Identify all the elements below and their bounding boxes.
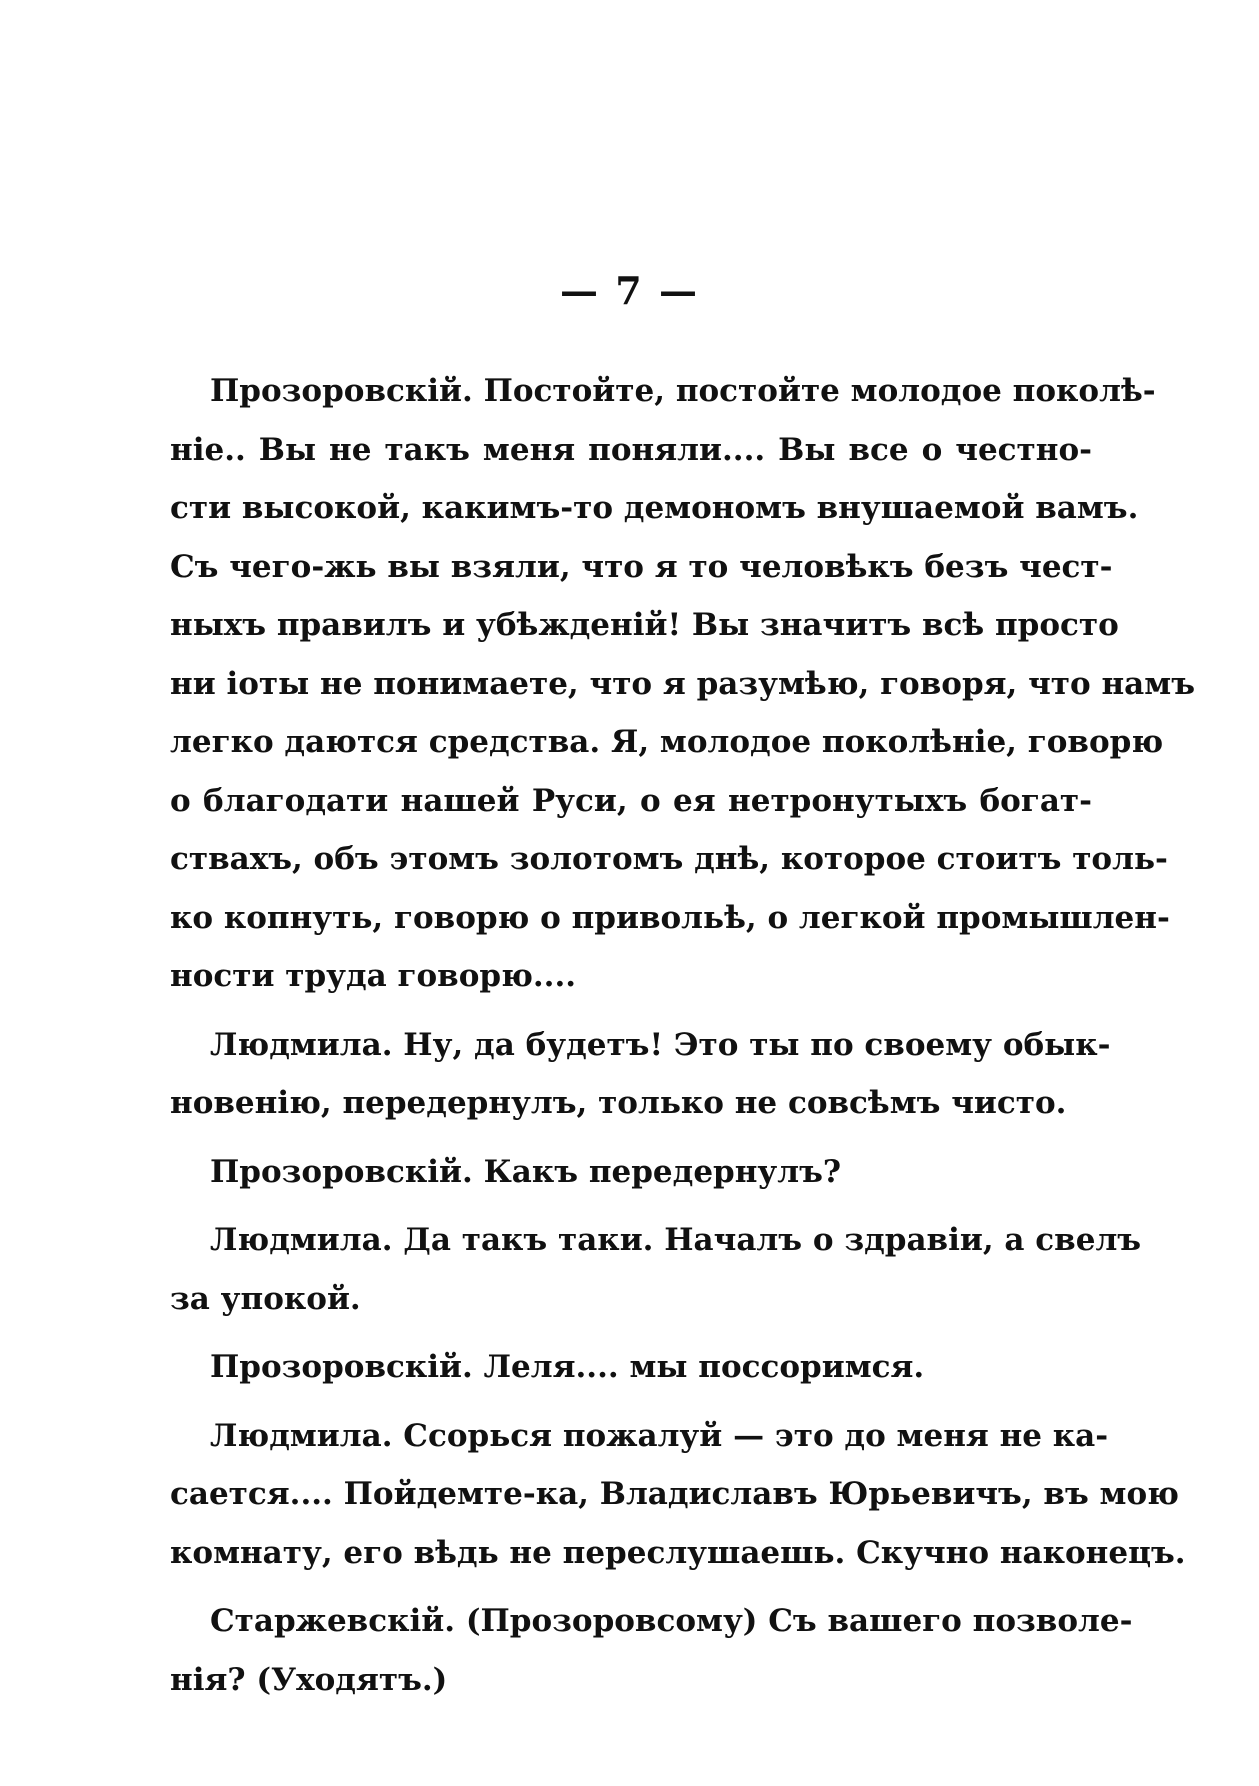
page-number: — 7 — (560, 268, 699, 313)
text-line: комнату, его вѣдь не переслушаешь. Скучно наконецъ. (170, 1534, 1186, 1571)
paragraph (170, 1592, 1133, 1709)
text-line: новенію, передернулъ, только не совсѣмъ чисто. (170, 1085, 1067, 1121)
text-line: Старжевскій. (Прозоровсому) Съ вашего позволе- (210, 1603, 1133, 1639)
paragraph (170, 362, 1195, 1006)
text-line: ныхъ правилъ и убѣжденій! Вы значитъ всѣ просто (170, 607, 1119, 643)
text-line: ности труда говорю.... (170, 958, 577, 994)
text-line: Прозоровскій. Постойте, постойте молодое поколѣ- (210, 373, 1156, 409)
text-line: Съ чего-жь вы взяли, что я то человѣкъ безъ чест- (170, 548, 1113, 585)
text-line: за упокой. (170, 1280, 361, 1317)
paragraph (170, 1143, 1092, 1202)
paragraph (170, 1016, 1111, 1133)
text-line: Прозоровскій. Леля.... мы поссоримся. (210, 1349, 925, 1385)
text-line: ніе.. Вы не такъ меня поняли.... Вы все о честно- (170, 431, 1092, 468)
paragraph (170, 1407, 1186, 1583)
text-line: ствахъ, объ этомъ золотомъ днѣ, которое стоитъ толь- (170, 841, 1168, 877)
paragraph (170, 1211, 1142, 1328)
text-line: Людмила. Ну, да будетъ! Это ты по своему обык- (210, 1026, 1111, 1063)
text-line: Людмила. Ссорься пожалуй — это до меня не ка- (210, 1417, 1109, 1454)
text-line: Прозоровскій. Какъ передернулъ? (210, 1153, 842, 1190)
text-line: сти высокой, какимъ-то демономъ внушаемой вамъ. (170, 490, 1139, 526)
play-text (170, 362, 1195, 1709)
text-line: ко копнуть, говорю о привольѣ, о легкой промышлен- (170, 899, 1170, 936)
text-line: Людмила. Да такъ таки. Началъ о здравіи, а свелъ (210, 1222, 1142, 1258)
text-line: ни іоты не понимаете, что я разумѣю, говоря, что намъ (170, 665, 1195, 702)
text-line: сается.... Пойдемте-ка, Владиславъ Юрьевичъ, въ мою (170, 1476, 1179, 1512)
paragraph (170, 1338, 1092, 1397)
text-line: о благодати нашей Руси, о ея нетронутыхъ богат- (170, 782, 1092, 819)
text-line: нія? (Уходятъ.) (170, 1661, 448, 1698)
text-line: легко даются средства. Я, молодое поколѣніе, говорю (170, 724, 1164, 760)
